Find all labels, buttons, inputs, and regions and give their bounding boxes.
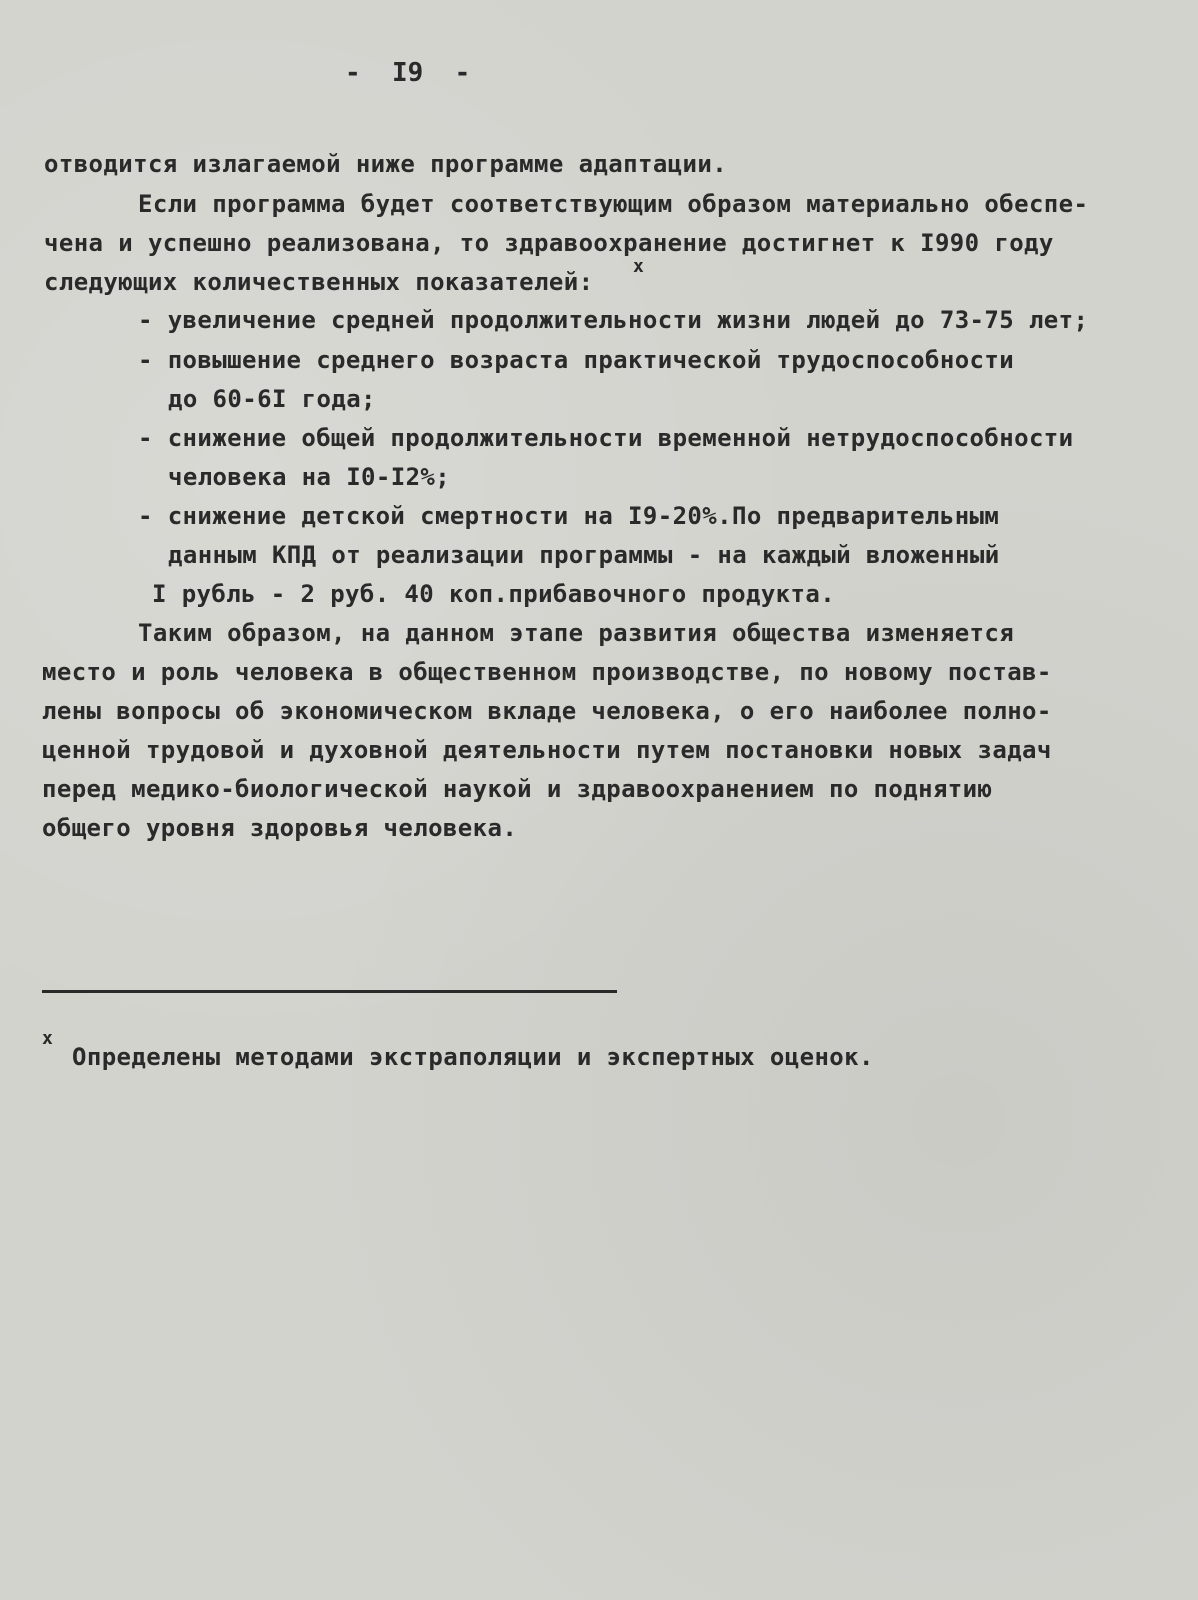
text-line: чена и успешно реализована, то здравоохранение достигнет к I990 году <box>44 229 1054 257</box>
list-item: - снижение общей продолжительности временной нетрудоспособности <box>138 424 1074 452</box>
footnote-separator <box>42 990 617 993</box>
list-item-continuation: I рубль - 2 руб. 40 коп.прибавочного продукта. <box>152 580 836 608</box>
list-item-continuation: до 60-6I года; <box>168 385 376 413</box>
text-line: перед медико-биологической наукой и здравоохранением по поднятию <box>42 775 993 803</box>
text-line: лены вопросы об экономическом вкладе человека, о его наиболее полно- <box>42 697 1052 725</box>
text-line: ценной трудовой и духовной деятельности путем постановки новых задач <box>42 736 1052 764</box>
text-line: отводится излагаемой ниже программе адаптации. <box>44 150 728 178</box>
list-item: - увеличение средней продолжительности жизни людей до 73-75 лет; <box>138 306 1089 334</box>
footnote-marker: x <box>42 1028 53 1049</box>
text-line: Таким образом, на данном этапе развития общества изменяется <box>138 619 1015 647</box>
text-line: следующих количественных показателей: <box>44 268 594 296</box>
page-number: - I9 - <box>345 58 471 88</box>
list-item-continuation: человека на I0-I2%; <box>168 463 451 491</box>
text-line: общего уровня здоровья человека. <box>42 814 518 842</box>
list-item-continuation: данным КПД от реализации программы - на каждый вложенный <box>168 541 1000 569</box>
text-line: место и роль человека в общественном производстве, по новому постав- <box>42 658 1052 686</box>
list-item: - снижение детской смертности на I9-20%.По предварительным <box>138 502 1000 530</box>
footnote-reference: x <box>633 256 644 277</box>
list-item: - повышение среднего возраста практической трудоспособности <box>138 346 1015 374</box>
footnote-text: Определены методами экстраполяции и экспертных оценок. <box>72 1043 874 1071</box>
text-line: Если программа будет соответствующим образом материально обеспе- <box>138 190 1089 218</box>
